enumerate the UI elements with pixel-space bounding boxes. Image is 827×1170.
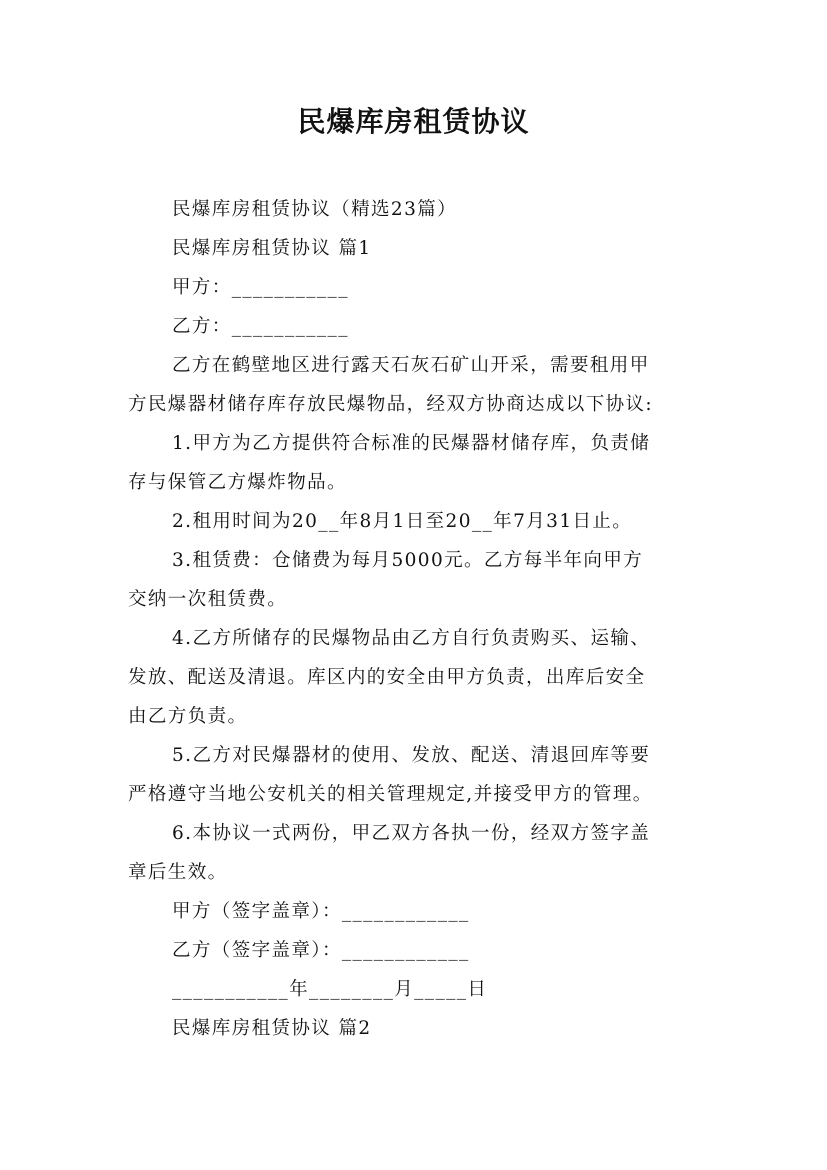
body-line: 1.甲方为乙方提供符合标准的民爆器材储存库，负责储 <box>172 433 651 454</box>
document-body <box>128 190 713 1048</box>
body-line: 存与保管乙方爆炸物品。 <box>128 472 347 493</box>
body-line: 严格遵守当地公安机关的相关管理规定,并接受甲方的管理。 <box>128 784 653 805</box>
body-line: ___________年________月_____日 <box>172 979 488 1000</box>
body-line: 发放、配送及清退。库区内的安全由甲方负责，出库后安全 <box>128 667 646 688</box>
body-line: 乙方在鹤壁地区进行露天石灰石矿山开采，需要租用甲 <box>172 355 650 376</box>
body-line: 甲方（签字盖章）：____________ <box>172 901 470 922</box>
body-line: 乙方（签字盖章）：____________ <box>172 940 470 961</box>
body-line: 民爆库房租赁协议 篇1 <box>172 238 372 259</box>
body-line: 2.租用时间为20__年8月1日至20__年7月31日止。 <box>172 511 633 532</box>
body-line: 6.本协议一式两份，甲乙双方各执一份，经双方签字盖 <box>172 823 651 844</box>
body-line: 3.租赁费：仓储费为每月5000元。乙方每半年向甲方 <box>172 550 644 571</box>
body-line: 章后生效。 <box>128 862 228 883</box>
document-title: 民爆库房租赁协议 <box>297 105 530 138</box>
body-line: 由乙方负责。 <box>128 706 248 727</box>
body-line: 5.乙方对民爆器材的使用、发放、配送、清退回库等要 <box>172 745 651 766</box>
body-line: 甲方：___________ <box>172 277 349 298</box>
body-line: 民爆库房租赁协议（精选23篇） <box>172 199 458 220</box>
body-line: 交纳一次租赁费。 <box>128 589 288 610</box>
body-line: 乙方：___________ <box>172 316 349 337</box>
body-line: 4.乙方所储存的民爆物品由乙方自行负责购买、运输、 <box>172 628 651 649</box>
body-line: 民爆库房租赁协议 篇2 <box>172 1018 372 1039</box>
body-line: 方民爆器材储存库存放民爆物品，经双方协商达成以下协议: <box>128 394 654 415</box>
